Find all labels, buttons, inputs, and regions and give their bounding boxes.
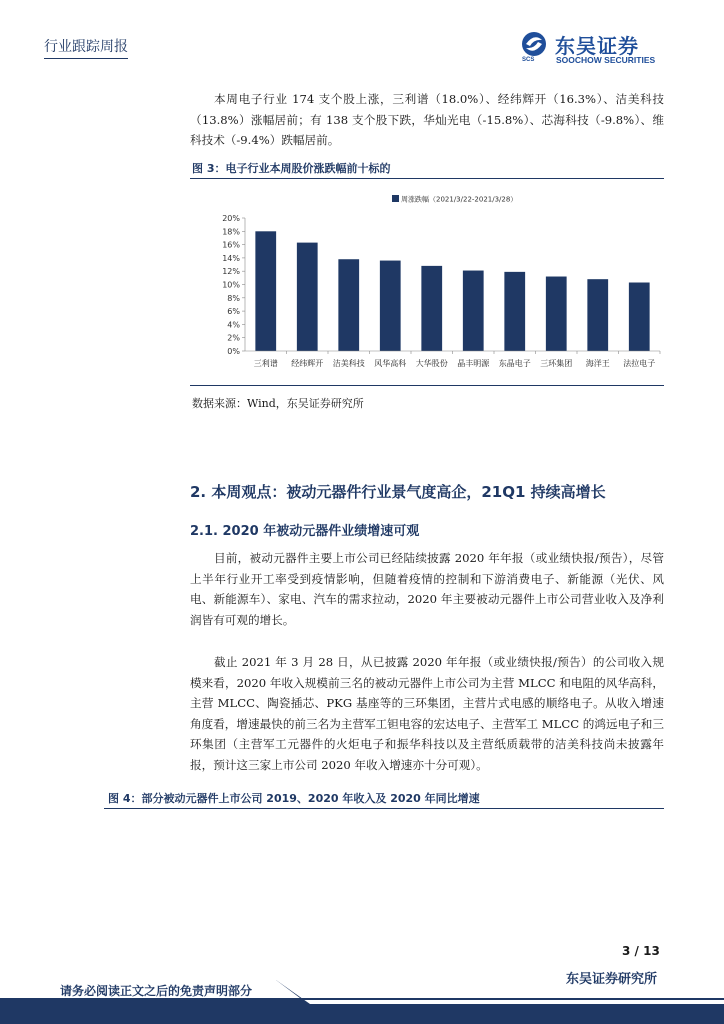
y-tick-label: 10%: [222, 280, 240, 290]
footer-disclaimer: 请务必阅读正文之后的免责声明部分: [60, 984, 253, 998]
bar-1: [255, 231, 276, 351]
x-tick-label: 晶丰明源: [457, 359, 490, 368]
y-tick-label: 18%: [222, 227, 240, 237]
figure3-title: 图 3：电子行业本周股价涨跌幅前十标的: [192, 162, 391, 175]
section-heading: 2. 本周观点：被动元器件行业景气度高企，21Q1 持续高增长: [190, 483, 606, 501]
x-tick-label: 经纬辉开: [291, 359, 324, 368]
x-tick-label: 海洋王: [585, 359, 610, 368]
x-tick-label: 东晶电子: [498, 359, 531, 368]
page-number: 3 / 13: [622, 944, 660, 958]
y-tick-label: 6%: [227, 307, 240, 317]
x-tick-label: 风华高科: [374, 359, 407, 368]
figure3-top-rule: [190, 178, 664, 179]
x-tick-label: 洁美科技: [332, 359, 365, 368]
y-tick-label: 8%: [227, 293, 240, 303]
bar-10: [629, 283, 650, 351]
figure3-source: 数据来源：Wind，东吴证券研究所: [192, 397, 364, 410]
figure3-bottom-rule: [190, 385, 664, 386]
bar-6: [463, 271, 484, 351]
x-axis: [245, 351, 660, 368]
bar-9: [587, 279, 608, 351]
report-type-label: 行业跟踪周报: [44, 36, 128, 59]
brand-name-en: SOOCHOW SECURITIES: [556, 55, 656, 65]
legend-label: 周涨跌幅（2021/3/22-2021/3/28）: [401, 195, 518, 204]
y-tick-label: 0%: [227, 347, 240, 356]
y-axis: [222, 214, 245, 356]
y-tick-label: 2%: [227, 333, 240, 343]
chart-legend: [392, 195, 517, 204]
footer-institute: 东吴证券研究所: [566, 972, 658, 987]
x-tick-label: 法拉电子: [623, 359, 656, 368]
brand-logo-icon: [520, 31, 552, 59]
section-paragraph-1: 目前，被动元器件主要上市公司已经陆续披露 2020 年年报（或业绩快报/预告），尽管上半年行业开工率受到疫情影响，但随着疫情的控制和下游消费电子、新能源（光伏、风电、新能源车）、家电、汽车的需求拉动，2020 年主要被动元器件上市公司营业收入及净利润皆有可观的增长。: [190, 551, 664, 627]
bar-2: [297, 243, 318, 351]
section-paragraph-2: 截止 2021 年 3 月 28 日，从已披露 2020 年年报（或业绩快报/预告）的公司收入规模来看，2020 年收入规模前三名的被动元器件上市公司为主营 MLCC 和电阻的风华高科，主营 MLCC、陶瓷插芯、PKG 基座等的三环集团，主营片式电感的顺络电子。从收入增速角度看，增速最快的前三名为主营军工钽电容的宏达电子、主营军工 MLCC 的鸿远电子和三环集团（主营军工元器件的火炬电子和振华科技以及主营纸质载带的洁美科技尚未披露年报，预计这三家上市公司 2020 年收入增速亦十分可观）。: [190, 655, 664, 772]
x-tick-label: 三利谱: [253, 359, 278, 368]
price-change-chart: [190, 185, 664, 385]
y-tick-label: 20%: [222, 214, 240, 223]
subsection-heading: 2.1. 2020 年被动元器件业绩增速可观: [190, 524, 420, 539]
figure4-top-rule: [104, 808, 664, 809]
x-tick-label: 三环集团: [540, 359, 573, 368]
y-tick-label: 14%: [222, 253, 240, 263]
legend-swatch: [392, 195, 399, 202]
x-tick-label: 大华股份: [415, 359, 448, 368]
bar-8: [546, 277, 567, 351]
bar-4: [380, 261, 401, 351]
intro-paragraph: 本周电子行业 174 支个股上涨，三利谱（18.0%）、经纬辉开（16.3%）、洁美科技（13.8%）涨幅居前；有 138 支个股下跌，华灿光电（-15.8%）、芯海科技（-9.8%）、维科技术（-9.4%）跌幅居前。: [190, 92, 664, 147]
bar-series: [255, 231, 649, 351]
y-tick-label: 12%: [222, 267, 240, 277]
bar-5: [421, 266, 442, 351]
bar-3: [338, 259, 359, 351]
bar-7: [504, 272, 525, 351]
y-tick-label: 4%: [227, 320, 240, 330]
brand-name-cn: 东吴证券: [555, 34, 639, 58]
y-tick-label: 16%: [222, 240, 240, 250]
brand-abbr: SCS: [522, 57, 535, 63]
figure4-title: 图 4：部分被动元器件上市公司 2019、2020 年收入及 2020 年同比增速: [108, 792, 480, 805]
